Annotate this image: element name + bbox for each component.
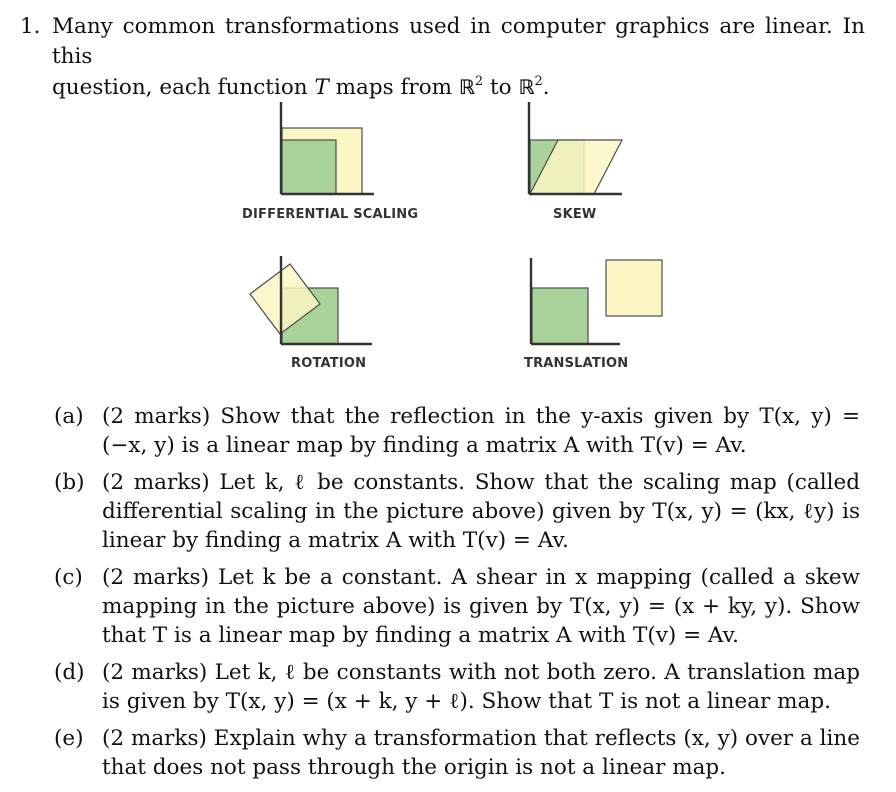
rotation-label: ROTATION [291, 356, 367, 371]
part-label: (a) [54, 404, 84, 429]
translated-square [606, 260, 662, 316]
part-c [54, 563, 860, 650]
differential-scaling-figure [270, 98, 380, 200]
part-text: (2 marks) Let k be a constant. A shear in x mapping (called a skew mapping in the picture above) is given by T(x, y) = (x + ky, y). Show that T is a linear map by finding a matrix A with T(v) = Av. [102, 565, 860, 648]
translation-label: TRANSLATION [524, 356, 629, 371]
part-label: (b) [54, 470, 85, 495]
part-b [54, 468, 860, 555]
translation-figure [520, 250, 670, 350]
part-text: (2 marks) Let k, ℓ be constants. Show that the scaling map (called differential scaling in the picture above) given by T(x, y) = (kx, ℓy) is linear by finding a matrix A with T(v) = Av. [102, 470, 860, 553]
differential-scaling-label: DIFFERENTIAL SCALING [242, 207, 419, 222]
part-text: (2 marks) Explain why a transformation that reflects (x, y) over a line that does not pass through the origin is not a linear map. [102, 726, 860, 780]
question-line1: Many common transformations used in computer graphics are linear. In this [52, 14, 865, 69]
original-square [532, 288, 588, 344]
part-text: (2 marks) Let k, ℓ be constants with not both zero. A translation map is given by T(x, y) = (x + k, y + ℓ). Show that T is not a linear map. [102, 660, 860, 714]
part-label: (c) [54, 565, 83, 590]
question-parts [54, 402, 860, 790]
part-label: (e) [54, 726, 84, 751]
part-text: (2 marks) Show that the reflection in the y-axis given by T(x, y) = (−x, y) is a linear map by finding a matrix A with T(v) = Av. [102, 404, 860, 458]
question-line2: question, each function T maps from ℝ$^2$ to ℝ$^2$. [52, 74, 550, 100]
part-e [54, 724, 860, 782]
skew-label: SKEW [553, 207, 597, 222]
question-intro [20, 12, 865, 103]
original-square [282, 140, 336, 194]
part-label: (d) [54, 660, 85, 685]
part-a [54, 402, 860, 460]
part-d [54, 658, 860, 716]
rotation-figure [246, 250, 376, 350]
skew-figure [518, 98, 628, 200]
question-text [52, 12, 865, 103]
question-number: 1. [20, 14, 41, 39]
